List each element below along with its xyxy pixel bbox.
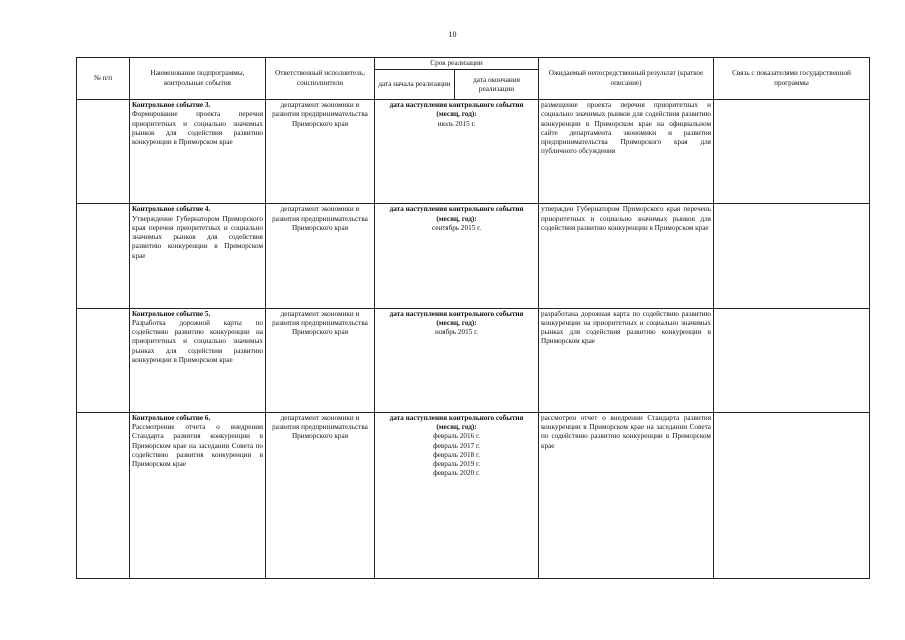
control-events-table	[76, 57, 870, 579]
link-cell	[714, 204, 870, 308]
responsible-cell: департамент экономики и развития предпринимательства Приморского края	[266, 308, 375, 412]
link-cell	[714, 412, 870, 578]
date-label: дата наступления контрольного события (месяц, год):	[389, 101, 524, 119]
event-text: Формирование проекта перечня приоритетных и социально значимых рынков для содействия развитию конкуренции в Приморском крае	[132, 110, 263, 147]
table-row	[77, 412, 870, 578]
result-cell: размещение проекта перечня приоритетных и социально значимых рынков для содействия развитию конкуренции в Приморском крае на официальном сайте департамента экономики и развития предпринимательства Приморского края для публичного обсуждения	[539, 100, 714, 204]
header-link: Связь с показателями государственной программы	[714, 58, 870, 100]
event-title: Контрольное событие 4.	[132, 205, 211, 214]
header-period: Срок реализации	[375, 58, 539, 70]
row-num	[77, 204, 130, 308]
header-num: № п/п	[77, 58, 130, 100]
header-name: Наименование подпрограммы, контрольные события	[130, 58, 266, 100]
date-value: сентябрь 2015 г.	[431, 223, 482, 232]
link-cell	[714, 100, 870, 204]
date-cell	[375, 100, 539, 204]
page-number: 10	[448, 30, 457, 39]
header-responsible: Ответственный исполнитель, соисполнители	[266, 58, 375, 100]
result-cell: разработана дорожная карта по содействию развитию конкуренции на приоритетных и социально значимых рынках для содействия развитию конкуренции в Приморском крае	[539, 308, 714, 412]
date-value: ноябрь 2015 г.	[434, 328, 479, 337]
event-cell	[130, 204, 266, 308]
date-value: февраль 2018 г.	[433, 450, 480, 459]
header-result: Ожидаемый непосредственный результат (краткое описание)	[539, 58, 714, 100]
date-value: февраль 2020 г.	[433, 469, 480, 478]
date-cell	[375, 308, 539, 412]
result-cell: утвержден Губернатором Приморского края перечень приоритетных и социально значимых рынков для содействия развитию конкуренции в Приморском крае	[539, 204, 714, 308]
header-start: дата начала реализации	[375, 70, 455, 100]
event-text: Утверждение Губернатором Приморского края перечня приоритетных и социально значимых рынков для содействия развитию конкуренции в Приморском крае	[132, 214, 263, 260]
event-cell	[130, 100, 266, 204]
responsible-cell: департамент экономики и развития предпринимательства Приморского края	[266, 204, 375, 308]
date-label: дата наступления контрольного события (месяц, год):	[389, 205, 524, 223]
header-end: дата окончания реализации	[455, 70, 539, 100]
row-num	[77, 100, 130, 204]
responsible-cell: департамент экономики и развития предпринимательства Приморского края	[266, 412, 375, 578]
event-title: Контрольное событие 6.	[132, 413, 211, 422]
link-cell	[714, 308, 870, 412]
date-label: дата наступления контрольного события (месяц, год):	[389, 309, 524, 327]
row-num	[77, 412, 130, 578]
event-text: Разработка дорожной карты по содействию развитию конкуренции на приоритетных и социально значимых рынках для содействия развитию конкуренции в Приморском крае	[132, 318, 263, 364]
event-cell	[130, 308, 266, 412]
table-row	[77, 204, 870, 308]
row-num	[77, 308, 130, 412]
event-title: Контрольное событие 3.	[132, 101, 211, 110]
date-value: июль 2015 г.	[437, 119, 476, 128]
table-row	[77, 100, 870, 204]
result-cell: рассмотрен отчет о внедрении Стандарта развития конкуренции в Приморском крае на заседании Совета по содействию развитию конкуренции в Приморском крае	[539, 412, 714, 578]
date-value: февраль 2017 г.	[433, 441, 480, 450]
table-row	[77, 308, 870, 412]
date-cell	[375, 204, 539, 308]
date-cell	[375, 412, 539, 578]
responsible-cell: департамент экономики и развития предпринимательства Приморского края	[266, 100, 375, 204]
event-cell	[130, 412, 266, 578]
date-value: февраль 2019 г.	[433, 460, 480, 469]
date-label: дата наступления контрольного события (месяц, год):	[389, 413, 524, 432]
date-value: февраль 2016 г.	[433, 432, 480, 441]
event-title: Контрольное событие 5.	[132, 309, 211, 318]
event-text: Рассмотрение отчета о внедрении Стандарта развития конкуренции в Приморском крае на заседании Совета по содействию развития конкуренции в Приморском крае	[132, 423, 263, 469]
